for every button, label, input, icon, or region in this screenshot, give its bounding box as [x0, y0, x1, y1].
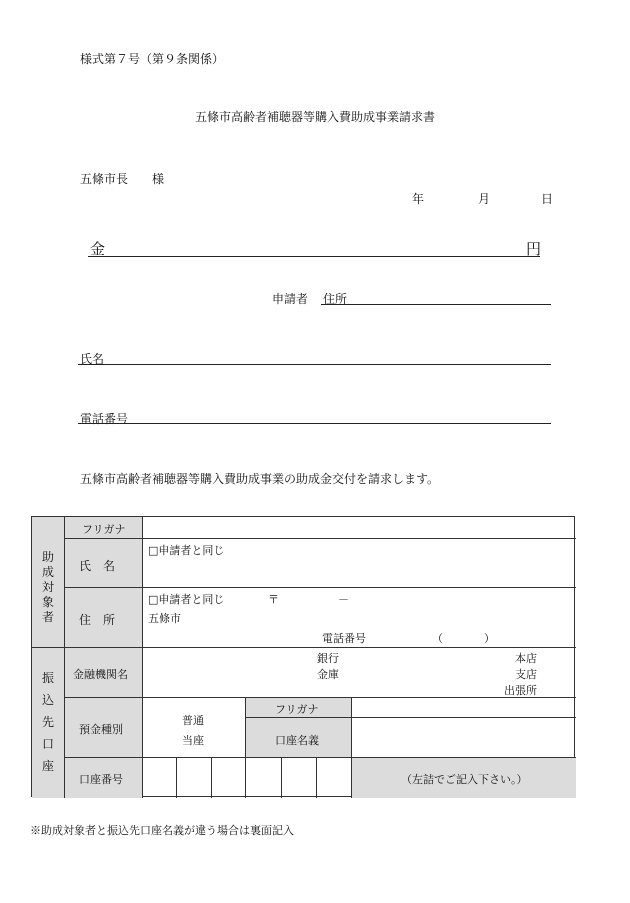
head-office-label: 本店: [515, 652, 537, 665]
account-number-boxes[interactable]: [142, 757, 351, 798]
institution-label: 金融機関名: [73, 668, 128, 681]
name-same-checkbox[interactable]: □申請者と同じ: [148, 544, 225, 557]
applicant-phone-label: 電話番号: [80, 412, 129, 426]
addressee: 五條市長 様: [80, 172, 165, 186]
amount-suffix: 円: [526, 240, 542, 258]
furigana-field[interactable]: [142, 517, 576, 538]
postal-mark: 〒: [268, 593, 279, 606]
applicant-name-field[interactable]: [78, 364, 551, 365]
account-holder-field[interactable]: [351, 717, 576, 757]
sub-branch-label: 出張所: [504, 684, 537, 697]
footnote: ※助成対象者と振込先口座名義が違う場合は裏面記入: [30, 824, 294, 837]
furigana-label: フリガナ: [82, 523, 126, 536]
branch-label: 支店: [515, 668, 537, 681]
table-phone-label: 電話番号: [322, 632, 366, 645]
date-month-label: 月: [478, 192, 491, 206]
bank-label: 銀行: [317, 652, 339, 665]
phone-paren-close: ）: [484, 632, 495, 645]
name-field[interactable]: [142, 557, 576, 587]
form-number: 様式第７号（第９条関係）: [80, 52, 225, 66]
transfer-heading: 振込先口座: [41, 671, 54, 773]
account-furigana-field[interactable]: [351, 697, 576, 717]
applicant-address-label: 住所: [323, 292, 348, 306]
applicant-name-label: 氏名: [80, 352, 105, 366]
account-holder-label: 口座名義: [275, 734, 319, 747]
phone-paren-open: （: [432, 632, 443, 645]
address-same-checkbox[interactable]: □申請者と同じ: [148, 593, 225, 606]
deposit-type-label: 預金種別: [79, 723, 123, 736]
subject-heading: 助成対象者: [41, 550, 54, 624]
applicant-phone-field[interactable]: [78, 423, 551, 424]
date-day-label: 日: [541, 192, 554, 206]
request-statement: 五條市高齢者補聴器等購入費助成事業の助成金交付を請求します。: [80, 472, 440, 486]
account-number-label: 口座番号: [79, 773, 123, 786]
application-table: [31, 516, 575, 797]
deposit-checking-option[interactable]: 当座: [182, 734, 204, 747]
left-align-note: （左詰でご記入下さい。）: [401, 773, 528, 786]
date-year-label: 年: [412, 192, 425, 206]
shinkin-label: 金庫: [317, 668, 339, 681]
postal-dash: －: [338, 593, 349, 606]
account-furigana-label: フリガナ: [275, 703, 319, 716]
city-label: 五條市: [148, 612, 181, 625]
amount-prefix: 金: [90, 240, 106, 258]
deposit-normal-option[interactable]: 普通: [182, 714, 204, 727]
applicant-label: 申請者: [272, 292, 309, 306]
name-label: 氏 名: [79, 559, 116, 573]
page-title: 五條市高齢者補聴器等購入費助成事業請求書: [194, 110, 435, 124]
address-label: 住 所: [79, 613, 116, 627]
applicant-address-field[interactable]: [321, 304, 551, 305]
amount-field[interactable]: [88, 256, 540, 257]
